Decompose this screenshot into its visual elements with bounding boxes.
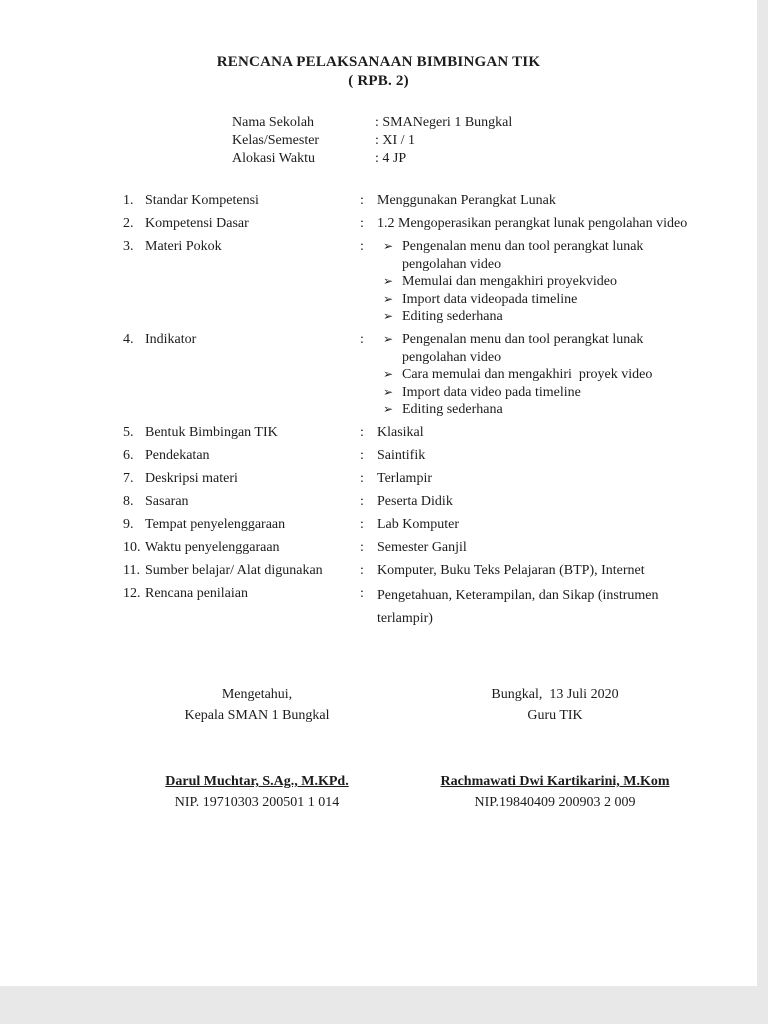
- item-number: 3.: [123, 239, 134, 254]
- list-item: [123, 424, 691, 442]
- item-label: Waktu penyelenggaraan: [145, 540, 280, 555]
- item-colon: :: [360, 448, 364, 463]
- list-item: [123, 493, 691, 511]
- list-item: [123, 516, 691, 534]
- item-colon: :: [360, 517, 364, 532]
- item-colon: :: [360, 216, 364, 231]
- arrow-bullet-icon: ➢: [383, 384, 394, 399]
- bullet-text: Import data video pada timeline: [402, 384, 581, 400]
- arrow-bullet-icon: ➢: [383, 274, 394, 288]
- arrow-bullet-icon: ➢: [383, 239, 394, 253]
- item-number: 5.: [123, 425, 134, 440]
- bullet-list: [377, 238, 691, 326]
- item-number: 9.: [123, 517, 134, 532]
- item-colon: :: [360, 239, 364, 254]
- meta-label: Kelas/Semester: [232, 133, 320, 148]
- item-value: Terlampir: [377, 471, 432, 486]
- document-title: [0, 53, 757, 91]
- bullet-text: Pengenalan menu dan tool perangkat lunak pengolahan video: [402, 332, 647, 365]
- meta-label: Nama Sekolah: [232, 115, 315, 130]
- item-value: 1.2 Mengoperasikan perangkat lunak pengolahan video: [377, 216, 688, 231]
- item-value: Klasikal: [377, 425, 424, 440]
- sign-name: Darul Muchtar, S.Ag., M.KPd.: [165, 774, 349, 789]
- item-label: Pendekatan: [145, 448, 210, 463]
- sign-intro: Mengetahui,: [221, 687, 293, 702]
- item-value: Komputer, Buku Teks Pelajaran (BTP), Internet: [377, 563, 645, 578]
- meta-block: [232, 114, 757, 168]
- item-colon: :: [360, 540, 364, 555]
- list-item: [123, 238, 691, 326]
- item-value: Saintifik: [377, 448, 426, 463]
- list-item: [123, 470, 691, 488]
- meta-value: : SMANegeri 1 Bungkal: [375, 115, 513, 130]
- meta-value: : 4 JP: [375, 151, 407, 166]
- list-item: [123, 585, 691, 630]
- bullet-item: [383, 384, 691, 402]
- meta-value: : XI / 1: [375, 133, 416, 148]
- sign-name: Rachmawati Dwi Kartikarini, M.Kom: [440, 774, 670, 789]
- item-number: 7.: [123, 471, 134, 486]
- list-item: [123, 447, 691, 465]
- arrow-bullet-icon: ➢: [383, 402, 394, 416]
- signature-section: [0, 684, 757, 813]
- item-number: 2.: [123, 216, 134, 231]
- item-value: Lab Komputer: [377, 517, 460, 532]
- arrow-bullet-icon: ➢: [383, 332, 394, 346]
- list-item: [123, 215, 691, 233]
- item-label: Materi Pokok: [145, 239, 222, 254]
- item-number: 6.: [123, 448, 134, 463]
- item-value: Menggunakan Perangkat Lunak: [377, 193, 556, 208]
- sign-nip: NIP.19840409 200903 2 009: [474, 795, 636, 810]
- bullet-text: Editing sederhana: [402, 402, 503, 417]
- item-colon: :: [360, 586, 364, 601]
- item-number: 11.: [123, 563, 140, 578]
- item-value: Semester Ganjil: [377, 540, 467, 555]
- bullet-text: Cara memulai dan mengakhiri proyek video: [402, 367, 653, 382]
- item-colon: :: [360, 332, 364, 347]
- item-label: Kompetensi Dasar: [145, 216, 249, 231]
- item-colon: :: [360, 494, 364, 509]
- arrow-bullet-icon: ➢: [383, 291, 394, 306]
- meta-row: [232, 132, 757, 150]
- item-label: Rencana penilaian: [145, 586, 249, 601]
- item-number: 1.: [123, 193, 134, 208]
- item-colon: :: [360, 193, 364, 208]
- sign-role: Guru TIK: [527, 708, 583, 723]
- item-colon: :: [360, 425, 364, 440]
- bullet-list: [377, 331, 691, 419]
- signature-left: [117, 684, 397, 813]
- signature-right: [400, 684, 710, 813]
- item-value: Pengetahuan, Keterampilan, dan Sikap (instrumen terlampir): [377, 588, 662, 626]
- list-item: [123, 331, 691, 419]
- bullet-item: [383, 238, 691, 273]
- arrow-bullet-icon: ➢: [383, 367, 394, 381]
- sign-nip: NIP. 19710303 200501 1 014: [174, 795, 340, 810]
- sign-role: Kepala SMAN 1 Bungkal: [184, 708, 330, 723]
- bullet-item: [383, 308, 691, 326]
- list-item: [123, 562, 691, 580]
- numbered-list: [123, 192, 691, 630]
- item-label: Standar Kompetensi: [145, 193, 259, 208]
- item-number: 8.: [123, 494, 134, 509]
- item-colon: :: [360, 563, 364, 578]
- sign-place-date: Bungkal, 13 Juli 2020: [491, 687, 619, 702]
- meta-label: Alokasi Waktu: [232, 151, 315, 166]
- meta-row: [232, 150, 757, 168]
- bullet-item: [383, 291, 691, 309]
- item-number: 10.: [123, 540, 141, 555]
- item-number: 4.: [123, 332, 134, 347]
- item-label: Sasaran: [145, 494, 189, 509]
- bullet-item: [383, 366, 691, 384]
- bullet-text: Editing sederhana: [402, 309, 503, 324]
- bullet-text: Pengenalan menu dan tool perangkat lunak pengolahan video: [402, 239, 647, 272]
- bullet-item: [383, 273, 691, 291]
- item-label: Deskripsi materi: [145, 471, 238, 486]
- bullet-item: [383, 331, 691, 366]
- bullet-text: Memulai dan mengakhiri proyekvideo: [402, 274, 617, 289]
- item-label: Tempat penyelenggaraan: [145, 517, 286, 532]
- item-label: Bentuk Bimbingan TIK: [145, 425, 278, 440]
- bullet-item: [383, 401, 691, 419]
- title-line-1: RENCANA PELAKSANAAN BIMBINGAN TIK: [216, 54, 541, 70]
- item-label: Indikator: [145, 332, 197, 347]
- bullet-text: Import data videopada timeline: [402, 291, 578, 307]
- list-item: [123, 192, 691, 210]
- item-label: Sumber belajar/ Alat digunakan: [145, 563, 323, 578]
- meta-row: [232, 114, 757, 132]
- title-line-2: ( RPB. 2): [348, 73, 409, 89]
- item-value: Peserta Didik: [377, 494, 453, 509]
- item-colon: :: [360, 471, 364, 486]
- item-number: 12.: [123, 586, 141, 601]
- list-item: [123, 539, 691, 557]
- arrow-bullet-icon: ➢: [383, 309, 394, 323]
